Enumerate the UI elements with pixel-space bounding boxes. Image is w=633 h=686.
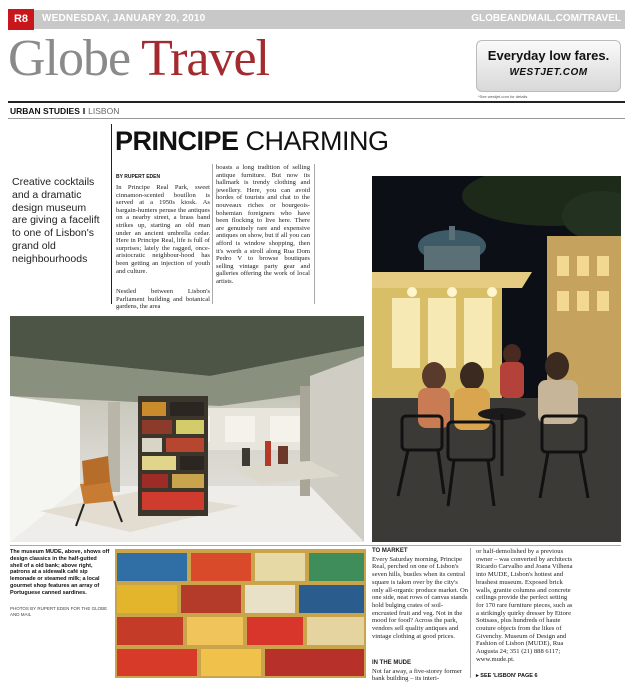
photo-caption: The museum MUDE, above, shows off design classics in the half-gutted shell of a old bank; above right, patrons at a sidewalk café sip lemonade or steamed milk; a local gourmet shop features an array of Portuguese canned sardines. <box>10 549 110 596</box>
cafe-photo-art <box>372 176 621 542</box>
museum-photo <box>10 316 364 542</box>
section-label-separator: ‖ <box>82 106 89 116</box>
subhead-to-market: TO MARKET <box>372 548 408 554</box>
subhead-in-the-mude: IN THE MUDE <box>372 660 411 666</box>
article-headline <box>115 126 389 156</box>
sardine-cans-photo-art <box>115 549 366 678</box>
headline-bold: PRINCIPE <box>115 126 239 156</box>
article-deck: Creative cocktails and a dramatic design museum are giving a facelift to one of Lisbon's grand old neighbourhoods <box>12 176 100 265</box>
section-label-main: URBAN STUDIES <box>10 106 80 116</box>
article-column-2: boasts a long tradition of selling antique furniture. But now its hallmark is trendy clothing and jewellery. Here, you can avoid hordes of tourists and chat to the nouveaux riches or bourgeois-bohemian foreigners who have been flocking to live here. There are genuinely rare and expensive antiques on show, but if all you can afford is window shopping, then it's worth a stroll along Rua Dom Pedro V to browse boutiques selling vintage party gear and galleries offering the work of local artists. <box>216 164 310 285</box>
ad-headline: Everyday low fares. <box>487 48 610 63</box>
in-the-mude-section <box>372 660 468 683</box>
section-rule <box>8 118 625 119</box>
see-also-link[interactable] <box>476 673 538 679</box>
header-rule <box>8 101 625 103</box>
masthead <box>8 32 269 86</box>
header-date: WEDNESDAY, JANUARY 20, 2010 <box>42 13 206 24</box>
section-label <box>10 106 119 116</box>
photo-credit: PHOTOS BY RUPERT EDEN FOR THE GLOBE AND MAIL <box>10 606 108 617</box>
column-divider <box>470 548 471 678</box>
to-market-text: Every Saturday morning, Principe Real, perched on one of Lisbon's seven hills, bustles when its central square is taken over by the city's only all-organic produce market. On one side, neat rows of canvas stands hold bulging crates of soil-encrusted fruit and veg. Not in the mood for food? Across the park, vendors sell quality antiques and vintage clothing at good prices. <box>372 555 469 640</box>
headline-light: CHARMING <box>245 126 389 156</box>
museum-photo-art <box>10 316 364 542</box>
article-column-1 <box>116 184 210 275</box>
sardine-cans-photo <box>115 549 366 678</box>
column-divider <box>314 164 315 304</box>
article-column-1-text: In Principe Real Park, sweet cinnamon-scented bouillon is served at a 1950s kiosk. As bargain-hunters peruse the antiques on a nearby street, a brass band strikes up, starting an old man under an ancient umbrella cedar. Here in Principe Real, life is full of surprises; lately the ragged, once-aristocratic neighbour-hood has been getting an injection of youth and culture. <box>116 184 210 275</box>
westjet-ad <box>476 40 621 92</box>
photo-rule <box>10 545 621 546</box>
page-number-tag: R8 <box>8 9 34 30</box>
column-divider <box>212 164 213 304</box>
mude-continued: or half-demolished by a previous owner – was converted by architects Ricardo Carvalho and Joana Vilhena into MUDE, Lisbon's hottest and brashest museum. Exposed brick walls, granite columns and concrete ceilings provide the perfect setting for 170 rare furniture pieces, such as a strikingly quirky dresser by Ettore Sottsass, plus hundreds of haute couture objects from the likes of Givenchy. Museum of Design and Fashion of Lisbon (MUDE), Rua Augusta 24; 351 (21) 888 6117; www.mude.pt. <box>476 548 573 663</box>
article-byline: BY RUPERT EDEN <box>116 174 161 180</box>
headline-divider <box>111 124 112 304</box>
section-label-sub: LISBON <box>88 106 120 116</box>
header-url: GLOBEANDMAIL.COM/TRAVEL <box>471 13 621 24</box>
masthead-travel: Travel <box>141 30 270 87</box>
masthead-globe: Globe <box>8 30 131 87</box>
in-the-mude-text: Not far away, a five-storey former bank building – its interi- <box>372 667 463 683</box>
arrow-icon: ▸ <box>476 673 481 679</box>
to-market-section <box>372 548 468 640</box>
article-column-1-cont: Nestled between Lisbon's Parliament building and botanical gardens, the area <box>116 288 210 311</box>
see-also-text: SEE 'LISBON' PAGE 6 <box>480 673 538 679</box>
ad-brand-logo: WESTJET.COM <box>509 67 588 78</box>
cafe-photo <box>372 176 621 542</box>
ad-fine-print: *See westjet.com for details <box>478 94 528 99</box>
